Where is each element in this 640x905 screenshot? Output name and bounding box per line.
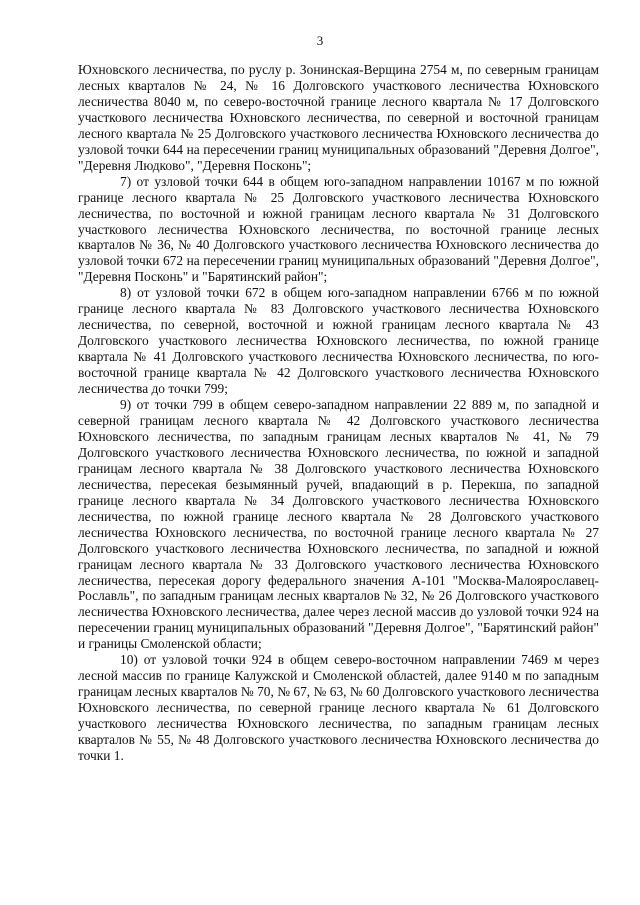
paragraph-9: 9) от точки 799 в общем северо-западном направлении 22 889 м, по западной и северной границам лесного квартала № 42 Долговского участкового лесничества Юхновского лесничества, по западным границам лесных кварталов № 41, № 79 Долговского участкового лесничества Юхновского лесничества, по южной и западной границам лесного квартала № 38 Долговского участкового лесничества Юхновского лесничества, пересекая безымянный ручей, впадающий в р. Перекша, по западной границе лесного квартала № 34 Долговского участкового лесничества Юхновского лесничества, по южной границе лесного квартала № 28 Долговского участкового лесничества Юхновского лесничества, по восточной границе лесного квартала № 27 Долговского участкового лесничества Юхновского лесничества, по западной и южной границам лесного квартала № 33 Долговского участкового лесничества Юхновского лесничества, пересекая дорогу федерального значения А-101 "Москва-Малоярославец-Рославль", по западным границам лесных кварталов № 32, № 26 Долговского участкового лесничества Юхновского лесничества, далее через лесной массив до узловой точки 924 на пересечении границ муниципальных образований "Деревня Долгое", "Барятинский район" и границы Смоленской области; — [78, 397, 599, 652]
paragraph-7: 7) от узловой точки 644 в общем юго-западном направлении 10167 м по южной границе лесного квартала № 25 Долговского участкового лесничества Юхновского лесничества, по восточной и южной границам лесного квартала № 31 Долговского участкового лесничества Юхновского лесничества, по восточной границе лесных кварталов № 36, № 40 Долговского участкового лесничества Юхновского лесничества до узловой точки 672 на пересечении границ муниципальных образований "Деревня Долгое", "Деревня Посконь" и "Барятинский район"; — [78, 173, 599, 285]
paragraph-10: 10) от узловой точки 924 в общем северо-восточном направлении 7469 м через лесной массив по границе Калужской и Смоленской областей, далее 9140 м по западным границам лесных кварталов № 70, № 67, № 63, № 60 Долговского участкового лесничества Юхновского лесничества, по северной границе лесного квартала № 61 Долговского участкового лесничества Юхновского лесничества, по западным границам лесных кварталов № 55, № 48 Долговского участкового лесничества Юхновского лесничества до точки 1. — [78, 652, 599, 763]
paragraph-6-continuation: Юхновского лесничества, по руслу р. Зонинская-Верщина 2754 м, по северным границам лесных кварталов № 24, № 16 Долговского участкового лесничества Юхновского лесничества 8040 м, по северо-восточной границе лесного квартала № 17 Долговского участкового лесничества Юхновского лесничества, по северной и восточной границам лесного квартала № 25 Долговского участкового лесничества Юхновского лесничества до узловой точки 644 на пересечении границ муниципальных образований "Деревня Долгое", "Деревня Людково", "Деревня Посконь"; — [78, 62, 599, 173]
paragraph-8: 8) от узловой точки 672 в общем юго-западном направлении 6766 м по южной границе лесного квартала № 83 Долговского участкового лесничества Юхновского лесничества, по северной, восточной и южной границам лесного квартала № 43 Долговского участкового лесничества Юхновского лесничества, по южной границе квартала № 41 Долговского участкового лесничества Юхновского лесничества, по юго-восточной границе квартала № 42 Долговского участкового лесничества Юхновского лесничества до точки 799; — [78, 285, 599, 397]
document-body — [78, 62, 599, 764]
page-number: 3 — [316, 33, 324, 48]
